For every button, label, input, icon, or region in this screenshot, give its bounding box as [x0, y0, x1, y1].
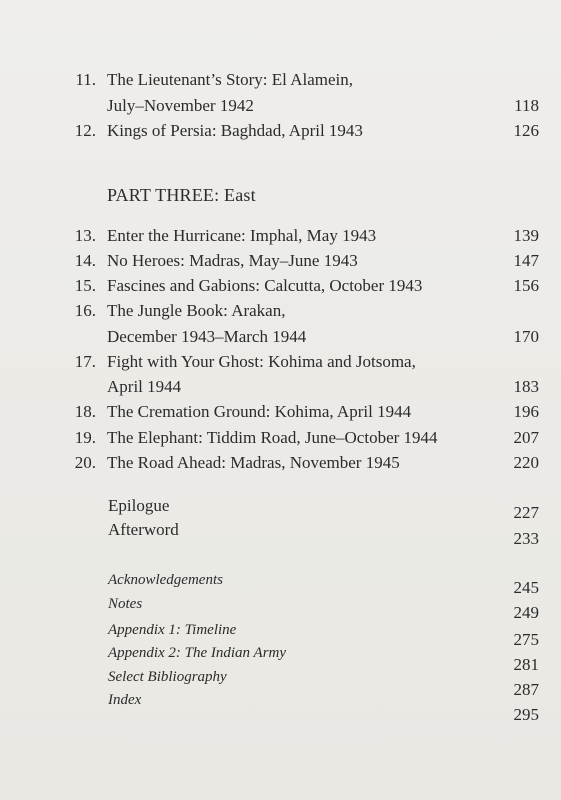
entry-page-number: 118 — [514, 96, 539, 115]
back-matter-title: Epilogue — [108, 496, 170, 515]
entry-number: 11. — [75, 70, 96, 89]
entry-number: 20. — [74, 453, 96, 472]
entry-title-continued: April 1944 — [107, 377, 182, 396]
entry-page-number: 207 — [513, 428, 539, 447]
part-heading: PART THREE: East — [107, 185, 256, 205]
entry-title: Enter the Hurricane: Imphal, May 1943 — [107, 226, 377, 245]
appendix-page-number: 249 — [513, 603, 539, 622]
entry-title: Fascines and Gabions: Calcutta, October 1943 — [107, 276, 423, 295]
back-matter-page-number: 227 — [513, 503, 539, 522]
entry-page-number: 156 — [513, 276, 539, 295]
back-matter-title: Afterword — [108, 520, 179, 539]
entry-title: Fight with Your Ghost: Kohima and Jotsoma, — [107, 352, 416, 371]
entry-title-continued: December 1943–March 1944 — [107, 327, 307, 346]
entry-number: 19. — [74, 428, 96, 447]
entry-title: The Cremation Ground: Kohima, April 1944 — [107, 402, 412, 421]
entry-title: The Elephant: Tiddim Road, June–October 1944 — [107, 428, 438, 447]
entry-number: 18. — [74, 402, 96, 421]
entry-title: The Jungle Book: Arakan, — [107, 301, 286, 320]
appendix-page-number: 281 — [513, 655, 539, 674]
entry-title-continued: July–November 1942 — [107, 96, 254, 115]
entry-number: 12. — [74, 121, 96, 140]
back-matter-page-number: 233 — [513, 529, 539, 548]
appendix-page-number: 245 — [513, 578, 539, 597]
appendix-title: Acknowledgements — [108, 572, 223, 588]
entry-page-number: 139 — [513, 226, 539, 245]
appendix-title: Notes — [108, 596, 143, 612]
entry-title: The Road Ahead: Madras, November 1945 — [107, 453, 400, 472]
appendix-title: Index — [108, 692, 142, 708]
entry-page-number: 147 — [513, 251, 539, 270]
appendix-title: Appendix 2: The Indian Army — [108, 645, 287, 661]
entry-number: 16. — [74, 301, 96, 320]
entry-title: No Heroes: Madras, May–June 1943 — [107, 251, 358, 270]
entry-page-number: 183 — [513, 377, 539, 396]
entry-number: 13. — [74, 226, 96, 245]
appendix-page-number: 275 — [513, 630, 539, 649]
entry-page-number: 126 — [513, 121, 539, 140]
appendix-title: Appendix 1: Timeline — [108, 622, 237, 638]
entry-number: 17. — [74, 352, 96, 371]
entry-page-number: 220 — [513, 453, 539, 472]
entry-title: Kings of Persia: Baghdad, April 1943 — [107, 121, 363, 140]
entry-number: 14. — [74, 251, 96, 270]
appendix-title: Select Bibliography — [108, 669, 227, 685]
entry-page-number: 170 — [513, 327, 539, 346]
entry-number: 15. — [74, 276, 96, 295]
entry-title: The Lieutenant’s Story: El Alamein, — [107, 70, 353, 89]
appendix-page-number: 295 — [513, 705, 539, 724]
appendix-page-number: 287 — [513, 680, 539, 699]
entry-page-number: 196 — [513, 402, 539, 421]
